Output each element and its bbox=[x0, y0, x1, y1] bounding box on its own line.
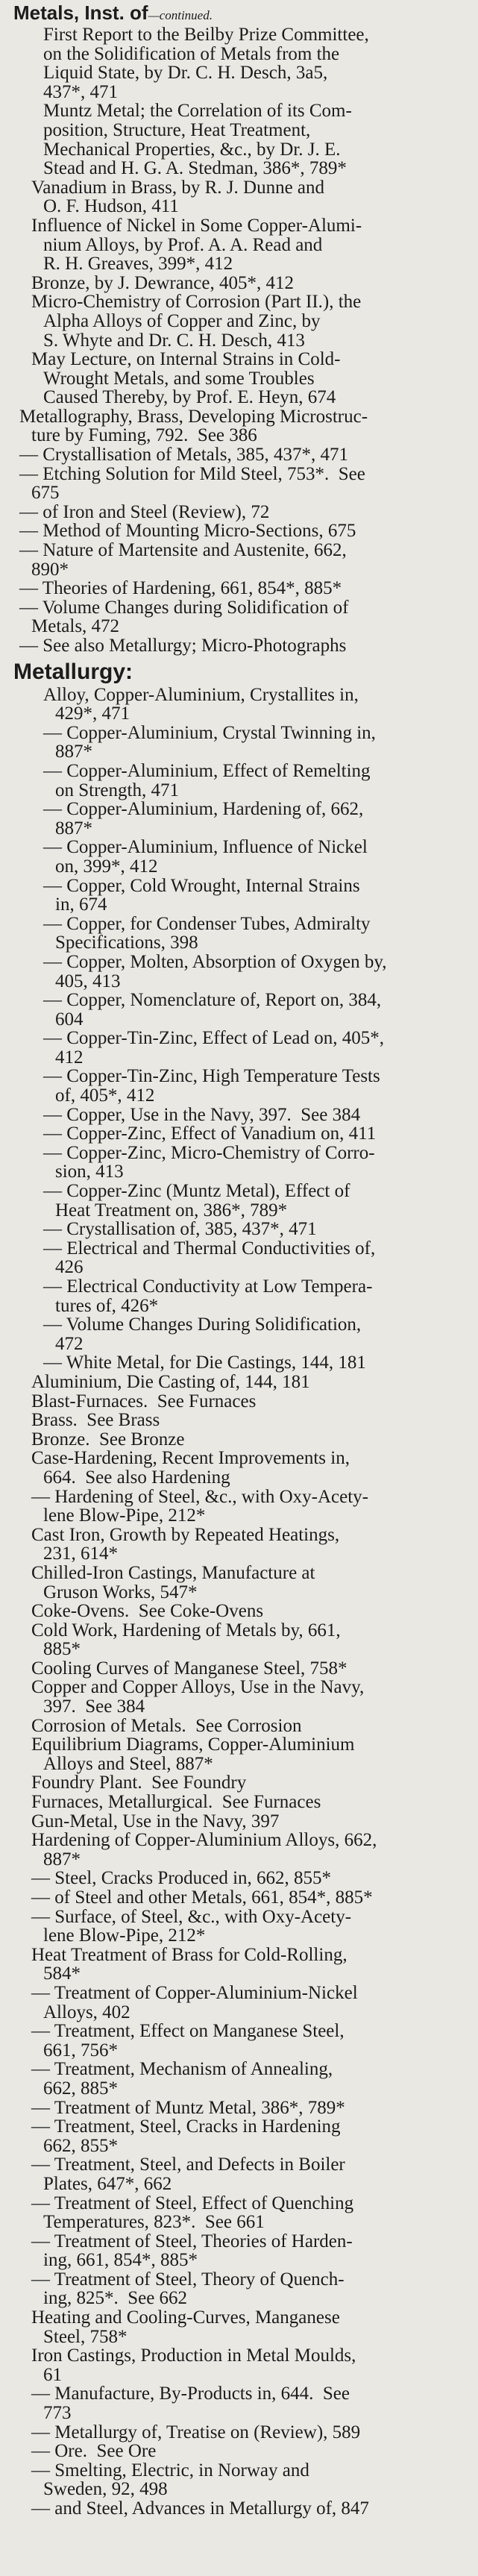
index-line-text: — Electrical and Thermal Conductivities of, bbox=[43, 1238, 376, 1259]
index-line bbox=[19, 1315, 465, 1335]
index-line-text: — See also Metallurgy; Micro-Photographs bbox=[19, 636, 347, 656]
index-line bbox=[19, 1297, 465, 1316]
index-line bbox=[19, 598, 465, 618]
index-line-text: R. H. Greaves, 399*, 412 bbox=[43, 254, 233, 275]
index-line-text: — Steel, Cracks Produced in, 662, 855* bbox=[31, 1868, 332, 1889]
index-line bbox=[19, 45, 465, 64]
index-line-text: Coke-Ovens. See Coke-Ovens bbox=[31, 1601, 264, 1622]
index-line-text: Specifications, 398 bbox=[55, 933, 198, 953]
index-line-text: nium Alloys, by Prof. A. A. Read and bbox=[43, 234, 323, 255]
index-line-text: — Treatment, Effect on Manganese Steel, bbox=[31, 2021, 345, 2042]
index-line bbox=[19, 933, 465, 953]
index-line bbox=[19, 2461, 465, 2481]
index-line bbox=[19, 483, 465, 503]
index-line-text: 887* bbox=[43, 1849, 81, 1870]
index-line-text: — Manufacture, By-Products in, 644. See bbox=[31, 2384, 350, 2404]
index-line-text: — Treatment of Steel, Effect of Quenching bbox=[31, 2193, 354, 2213]
index-line-text: — of Steel and other Metals, 661, 854*, 885* bbox=[31, 1887, 373, 1908]
index-line bbox=[19, 1946, 465, 1965]
index-line bbox=[19, 2079, 465, 2099]
index-line bbox=[19, 2308, 465, 2328]
index-line bbox=[19, 2022, 465, 2041]
index-line bbox=[19, 63, 465, 83]
index-line-text: Heat Treatment on, 386*, 789* bbox=[55, 1200, 288, 1220]
index-line-text: 890* bbox=[31, 559, 69, 580]
index-line bbox=[19, 1984, 465, 2003]
index-line bbox=[19, 2270, 465, 2290]
index-line-text: Iron Castings, Production in Metal Moulds, bbox=[31, 2345, 356, 2366]
index-line bbox=[19, 781, 465, 800]
index-line bbox=[19, 350, 465, 369]
index-line bbox=[19, 178, 465, 198]
index-line bbox=[19, 579, 465, 598]
index-line bbox=[19, 159, 465, 178]
index-line-text: Equilibrium Diagrams, Copper-Aluminium bbox=[31, 1734, 355, 1755]
index-line-text: — Etching Solution for Mild Steel, 753*. See bbox=[19, 463, 365, 484]
index-line-text: — Crystallisation of, 385, 437*, 471 bbox=[43, 1219, 317, 1240]
index-line bbox=[19, 560, 465, 580]
index-line bbox=[19, 25, 465, 45]
index-line bbox=[19, 2213, 465, 2232]
index-line bbox=[19, 1124, 465, 1144]
index-line-text: Sweden, 92, 498 bbox=[43, 2479, 168, 2500]
index-line-text: ing, 661, 854*, 885* bbox=[43, 2250, 198, 2271]
index-line-text: Alloy, Copper-Aluminium, Crystallites in, bbox=[43, 684, 359, 705]
index-line bbox=[19, 1621, 465, 1640]
index-line bbox=[19, 541, 465, 560]
index-line bbox=[19, 465, 465, 484]
index-line-text: — Nature of Martensite and Austenite, 662, bbox=[19, 540, 347, 561]
index-line bbox=[19, 742, 465, 762]
index-line bbox=[19, 2384, 465, 2404]
index-line bbox=[19, 991, 465, 1010]
index-line-text: Bronze, by J. Dewrance, 405*, 412 bbox=[31, 272, 294, 293]
index-line bbox=[19, 1526, 465, 1545]
index-line bbox=[19, 1239, 465, 1259]
index-line bbox=[19, 1908, 465, 1927]
index-line bbox=[19, 1392, 465, 1411]
index-line-text: 887* bbox=[55, 818, 92, 839]
index-line-text: 661, 756* bbox=[43, 2040, 118, 2061]
index-line-text: Plates, 647*, 662 bbox=[43, 2173, 172, 2194]
index-line bbox=[19, 216, 465, 236]
index-line bbox=[19, 2328, 465, 2347]
index-line bbox=[19, 2041, 465, 2061]
index-line bbox=[19, 1162, 465, 1182]
index-line bbox=[19, 1506, 465, 1526]
index-line-text: — Crystallisation of Metals, 385, 437*, 471 bbox=[19, 445, 348, 466]
index-line bbox=[19, 388, 465, 407]
index-line bbox=[19, 1106, 465, 1125]
index-line bbox=[19, 1449, 465, 1468]
index-line-text: ing, 825*. See 662 bbox=[43, 2288, 188, 2309]
index-line bbox=[19, 762, 465, 781]
index-line-text: — Copper, Nomenclature of, Report on, 384, bbox=[43, 990, 382, 1011]
index-line-text: Alloys, 402 bbox=[43, 2002, 130, 2022]
index-line-text: — Treatment of Muntz Metal, 386*, 789* bbox=[31, 2097, 345, 2118]
index-line-text: Steel, 758* bbox=[43, 2326, 128, 2347]
index-line-text: tures of, 426* bbox=[55, 1295, 159, 1316]
index-line-text: — Copper-Zinc (Muntz Metal), Effect of bbox=[43, 1181, 350, 1202]
index-line bbox=[19, 1468, 465, 1488]
index-line bbox=[19, 1640, 465, 1659]
index-line-text: on Strength, 471 bbox=[55, 780, 179, 800]
index-line-text: 584* bbox=[43, 1964, 81, 1984]
index-line bbox=[19, 877, 465, 896]
index-line-text: — Treatment of Steel, Theory of Quench- bbox=[31, 2269, 345, 2290]
index-line bbox=[19, 1717, 465, 1736]
index-line bbox=[19, 1697, 465, 1717]
index-line bbox=[19, 953, 465, 972]
index-line bbox=[19, 1048, 465, 1068]
index-line bbox=[19, 1144, 465, 1163]
index-line-text: lene Blow-Pipe, 212* bbox=[43, 1925, 206, 1946]
index-line bbox=[19, 2060, 465, 2079]
index-line-text: 61 bbox=[43, 2364, 62, 2385]
index-line-text: Metallurgy: bbox=[13, 659, 133, 684]
index-line-text: Caused Thereby, by Prof. E. Heyn, 674 bbox=[43, 387, 336, 408]
index-line-text: Gun-Metal, Use in the Navy, 397 bbox=[31, 1811, 280, 1831]
index-line-text: — Copper-Aluminium, Influence of Nickel bbox=[43, 837, 368, 858]
index-line bbox=[19, 1258, 465, 1277]
index-line-text: Alloys and Steel, 887* bbox=[43, 1753, 213, 1774]
index-line bbox=[19, 2232, 465, 2251]
index-line bbox=[19, 1773, 465, 1793]
index-line-text: — Copper-Aluminium, Crystal Twinning in, bbox=[43, 722, 376, 743]
index-line-text: of, 405*, 412 bbox=[55, 1085, 155, 1106]
index-line bbox=[19, 1430, 465, 1450]
index-line bbox=[19, 1850, 465, 1870]
index-line-text: Hardening of Copper-Aluminium Alloys, 662, bbox=[31, 1830, 377, 1851]
index-line bbox=[19, 407, 465, 427]
index-line bbox=[19, 1964, 465, 1984]
index-line-text: Vanadium in Brass, by R. J. Dunne and bbox=[31, 177, 325, 198]
index-line bbox=[19, 2137, 465, 2156]
index-line-text: — Treatment, Mechanism of Annealing, bbox=[31, 2059, 333, 2080]
index-line-text: 662, 885* bbox=[43, 2078, 118, 2099]
index-line-text: Copper and Copper Alloys, Use in the Navy, bbox=[31, 1677, 365, 1698]
index-line bbox=[19, 2003, 465, 2022]
index-line-text: Stead and H. G. A. Stedman, 386*, 789* bbox=[43, 158, 347, 179]
index-line-text: — Copper, for Condenser Tubes, Admiralty bbox=[43, 913, 371, 934]
index-line-text: 412 bbox=[55, 1047, 84, 1068]
index-line-text: — Copper-Tin-Zinc, Effect of Lead on, 405*, bbox=[43, 1028, 385, 1049]
index-line-text: 231, 614* bbox=[43, 1544, 118, 1564]
index-line bbox=[19, 312, 465, 331]
index-line-text: Aluminium, Die Casting of, 144, 181 bbox=[31, 1371, 310, 1392]
index-line bbox=[19, 236, 465, 255]
index-line bbox=[19, 121, 465, 140]
index-line bbox=[19, 2251, 465, 2270]
index-line-text: Metallography, Brass, Developing Microstruc- bbox=[19, 406, 368, 427]
index-line bbox=[19, 724, 465, 743]
index-line bbox=[19, 1602, 465, 1621]
index-line bbox=[19, 369, 465, 389]
index-line bbox=[19, 2099, 465, 2118]
index-line-text: position, Structure, Heat Treatment, bbox=[43, 119, 311, 140]
index-line-text: lene Blow-Pipe, 212* bbox=[43, 1505, 206, 1526]
index-line bbox=[19, 2155, 465, 2175]
index-line-text: 426 bbox=[55, 1257, 84, 1278]
index-line-text: — Copper, Molten, Absorption of Oxygen by, bbox=[43, 951, 387, 972]
index-line-text: 429*, 471 bbox=[55, 703, 130, 724]
index-line bbox=[19, 915, 465, 934]
index-line-text: — Metallurgy of, Treatise on (Review), 589 bbox=[31, 2422, 361, 2442]
index-line-text: Influence of Nickel in Some Copper-Alumi- bbox=[31, 215, 362, 236]
index-line-text: Corrosion of Metals. See Corrosion bbox=[31, 1715, 302, 1736]
index-line-text: — Treatment, Steel, Cracks in Hardening bbox=[31, 2116, 341, 2137]
index-line bbox=[19, 2194, 465, 2213]
index-line-text: Case-Hardening, Recent Improvements in, bbox=[31, 1448, 350, 1469]
index-line bbox=[19, 1926, 465, 1946]
index-line bbox=[19, 2117, 465, 2137]
index-line bbox=[19, 1220, 465, 1239]
index-line bbox=[19, 704, 465, 724]
index-line-text: on the Solidification of Metals from the bbox=[43, 43, 340, 64]
index-line-text: Gruson Works, 547* bbox=[43, 1582, 198, 1602]
index-line bbox=[19, 1583, 465, 1602]
index-line bbox=[19, 1353, 465, 1373]
index-line bbox=[19, 1564, 465, 1583]
index-line bbox=[19, 1029, 465, 1048]
index-line-text: Muntz Metal; the Correlation of its Com- bbox=[43, 101, 352, 122]
index-line bbox=[19, 972, 465, 991]
index-line-text: Temperatures, 823*. See 661 bbox=[43, 2212, 265, 2233]
index-line-text: — Copper-Aluminium, Hardening of, 662, bbox=[43, 799, 364, 820]
index-line-text: Cooling Curves of Manganese Steel, 758* bbox=[31, 1658, 348, 1679]
index-line bbox=[19, 819, 465, 839]
index-line bbox=[19, 2480, 465, 2499]
index-line-text: Furnaces, Metallurgical. See Furnaces bbox=[31, 1792, 321, 1813]
index-line-text: 405, 413 bbox=[55, 971, 121, 991]
index-line bbox=[19, 1488, 465, 1507]
index-line-text: — Hardening of Steel, &c., with Oxy-Acety- bbox=[31, 1486, 368, 1507]
index-line-text: First Report to the Beilby Prize Committee, bbox=[43, 25, 369, 45]
index-line-text: 887* bbox=[55, 742, 92, 762]
index-line-text: — Volume Changes During Solidification, bbox=[43, 1314, 362, 1335]
index-line-text: Mechanical Properties, &c., by Dr. J. E. bbox=[43, 139, 341, 160]
index-line bbox=[19, 1182, 465, 1201]
index-line-text: Micro-Chemistry of Corrosion (Part II.), the bbox=[31, 292, 362, 313]
index-line bbox=[19, 2175, 465, 2194]
index-line-text: 773 bbox=[43, 2403, 72, 2424]
index-line-text: Cast Iron, Growth by Repeated Heatings, bbox=[31, 1524, 340, 1545]
index-line bbox=[19, 1201, 465, 1220]
index-line bbox=[19, 2499, 465, 2519]
index-line bbox=[19, 140, 465, 160]
index-line-text: Brass. See Brass bbox=[31, 1410, 160, 1431]
index-line-text: — Copper-Tin-Zinc, High Temperature Tests bbox=[43, 1066, 380, 1087]
index-line bbox=[19, 1678, 465, 1697]
index-line-text: S. Whyte and Dr. C. H. Desch, 413 bbox=[43, 330, 305, 351]
index-line bbox=[19, 838, 465, 857]
index-line bbox=[19, 636, 465, 656]
index-line-text: — and Steel, Advances in Metallurgy of, 847 bbox=[31, 2498, 369, 2519]
index-line bbox=[19, 2423, 465, 2442]
index-line bbox=[19, 274, 465, 293]
index-line bbox=[19, 686, 465, 705]
index-line-text: 885* bbox=[43, 1639, 81, 1660]
index-line-text: — Copper-Zinc, Effect of Vanadium on, 411 bbox=[43, 1124, 377, 1144]
index-line bbox=[19, 1411, 465, 1430]
index-line-text: Blast-Furnaces. See Furnaces bbox=[31, 1391, 257, 1411]
index-line-text: sion, 413 bbox=[55, 1162, 124, 1182]
index-line-text: — Theories of Hardening, 661, 854*, 885* bbox=[19, 578, 342, 599]
index-line-text: — Method of Mounting Micro-Sections, 675 bbox=[19, 521, 356, 542]
index-line bbox=[19, 101, 465, 121]
section-heading bbox=[13, 659, 465, 686]
index-line-text: — Copper-Aluminium, Effect of Remelting bbox=[43, 760, 371, 781]
section-heading bbox=[13, 3, 465, 25]
index-line-text: Wrought Metals, and some Troubles bbox=[43, 368, 315, 389]
index-line-text: — Treatment of Copper-Aluminium-Nickel bbox=[31, 1982, 358, 2003]
index-line bbox=[19, 331, 465, 351]
index-line bbox=[19, 1659, 465, 1679]
index-line bbox=[19, 1755, 465, 1774]
index-line-text: — Copper, Cold Wrought, Internal Strains bbox=[43, 875, 360, 896]
index-line-text: Foundry Plant. See Foundry bbox=[31, 1773, 247, 1793]
index-line-text: Heat Treatment of Brass for Cold-Rolling, bbox=[31, 1944, 348, 1965]
index-line-text: May Lecture, on Internal Strains in Cold- bbox=[31, 349, 341, 370]
index-line bbox=[19, 83, 465, 102]
index-line bbox=[19, 445, 465, 465]
index-line-text: — Smelting, Electric, in Norway and bbox=[31, 2460, 309, 2481]
index-line-text: 675 bbox=[31, 483, 60, 504]
index-line-text: 397. See 384 bbox=[43, 1696, 145, 1717]
index-line bbox=[19, 254, 465, 274]
index-line-text: 437*, 471 bbox=[43, 81, 118, 102]
index-line bbox=[19, 503, 465, 522]
index-line-text: O. F. Hudson, 411 bbox=[43, 196, 179, 217]
index-line bbox=[19, 857, 465, 877]
index-line bbox=[19, 1793, 465, 1812]
index-line bbox=[19, 197, 465, 216]
index-line-text: — Electrical Conductivity at Low Tempera- bbox=[43, 1276, 373, 1297]
index-line-text: — of Iron and Steel (Review), 72 bbox=[19, 501, 270, 522]
index-line-text: — Surface, of Steel, &c., with Oxy-Acety- bbox=[31, 1906, 352, 1927]
index-line bbox=[19, 895, 465, 915]
index-line-text: Metals, Inst. of bbox=[13, 1, 148, 24]
index-line-text: 662, 855* bbox=[43, 2135, 118, 2156]
index-line bbox=[19, 1373, 465, 1392]
index-line-text: on, 399*, 412 bbox=[55, 856, 158, 877]
index-line bbox=[19, 2404, 465, 2423]
index-line bbox=[19, 1067, 465, 1086]
index-line bbox=[19, 1544, 465, 1564]
index-line-text: — Treatment of Steel, Theories of Harden- bbox=[31, 2231, 353, 2251]
index-line-text: — Treatment, Steel, and Defects in Boiler bbox=[31, 2154, 345, 2175]
index-line bbox=[19, 521, 465, 541]
index-line-text: — Copper-Zinc, Micro-Chemistry of Corro- bbox=[43, 1142, 375, 1163]
index-line bbox=[19, 1888, 465, 1908]
index-line-text: Liquid State, by Dr. C. H. Desch, 3a5, bbox=[43, 63, 328, 84]
continued-label: —continued. bbox=[148, 8, 213, 22]
index-line-text: ture by Fuming, 792. See 386 bbox=[31, 425, 257, 446]
index-line bbox=[19, 800, 465, 819]
index-line bbox=[19, 1010, 465, 1030]
index-line-text: — Ore. See Ore bbox=[31, 2441, 157, 2462]
index-line-text: 604 bbox=[55, 1009, 84, 1030]
index-line-text: — Volume Changes during Solidification of bbox=[19, 597, 349, 618]
index-line-text: — White Metal, for Die Castings, 144, 181 bbox=[43, 1353, 366, 1373]
index-line bbox=[19, 2442, 465, 2461]
index-line-text: 472 bbox=[55, 1333, 84, 1354]
index-line-text: in, 674 bbox=[55, 894, 107, 915]
index-line bbox=[19, 1812, 465, 1831]
index-line bbox=[19, 1869, 465, 1888]
index-line-text: Heating and Cooling-Curves, Manganese bbox=[31, 2307, 340, 2328]
index-line-text: Chilled-Iron Castings, Manufacture at bbox=[31, 1562, 315, 1583]
index-line bbox=[19, 2366, 465, 2385]
index-line-text: Alpha Alloys of Copper and Zinc, by bbox=[43, 310, 321, 331]
index-line-text: — Copper, Use in the Navy, 397. See 384 bbox=[43, 1104, 361, 1125]
index-line-text: Bronze. See Bronze bbox=[31, 1429, 185, 1450]
index-line bbox=[19, 426, 465, 445]
index-line bbox=[19, 1735, 465, 1755]
index-line bbox=[19, 2289, 465, 2308]
index-line bbox=[19, 1277, 465, 1297]
index-line bbox=[19, 1086, 465, 1106]
index-line bbox=[19, 1831, 465, 1850]
index-line-text: Cold Work, Hardening of Metals by, 661, bbox=[31, 1620, 341, 1640]
index-line bbox=[19, 1335, 465, 1354]
index-line bbox=[19, 292, 465, 312]
index-line-text: 664. See also Hardening bbox=[43, 1467, 230, 1488]
index-line bbox=[19, 617, 465, 636]
index-line bbox=[19, 2346, 465, 2366]
index-line-text: Metals, 472 bbox=[31, 616, 120, 637]
